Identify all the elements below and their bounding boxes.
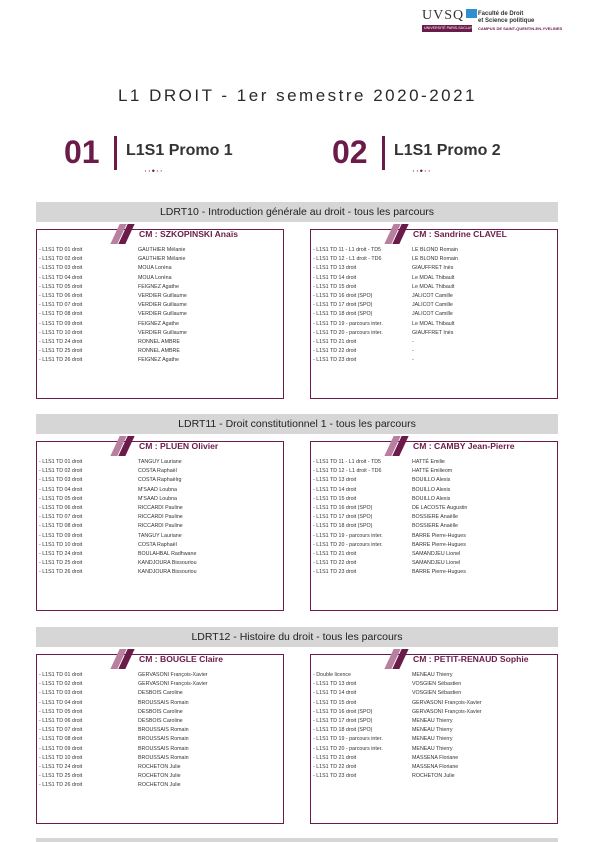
- cm-lecturer: CM : SZKOPINSKI Anaïs: [139, 229, 238, 239]
- td-group: - L1S1 TD 02 droit: [39, 256, 83, 263]
- td-group: - L1S1 TD 11 - L1 droit - TD5: [313, 247, 382, 253]
- course-panel-left: [36, 229, 284, 399]
- td-instructor: VERDIER Guillaume: [138, 302, 187, 309]
- cm-lecturer: CM : Sandrine CLAVEL: [413, 229, 507, 239]
- td-group: - L1S1 TD 05 droit: [39, 283, 83, 290]
- td-group: - L1S1 TD 12 - L1 droit - TD6: [313, 256, 382, 263]
- td-group: - L1S1 TD 24 droit: [39, 550, 83, 557]
- td-group: - L1S1 TD 14 droit: [313, 690, 357, 697]
- td-instructor: BROUSSAIS Romain: [138, 736, 189, 743]
- td-group: - L1S1 TD 03 droit: [39, 477, 83, 484]
- td-group: - L1S1 TD 21 droit: [313, 550, 357, 557]
- logo-campus: CAMPUS DE SAINT-QUENTIN-EN-YVELINES: [478, 26, 563, 31]
- td-group: - L1S1 TD 26 droit: [39, 569, 83, 576]
- td-row: [37, 745, 283, 754]
- td-row: [37, 320, 283, 329]
- td-row: [311, 495, 557, 504]
- td-group: - L1S1 TD 19 - parcours inter.: [313, 320, 383, 327]
- td-row: [37, 301, 283, 310]
- td-group: - L1S1 TD 13 droit: [313, 477, 357, 484]
- td-list: [37, 246, 283, 365]
- td-row: [37, 513, 283, 522]
- td-group: - L1S1 TD 10 droit: [39, 329, 83, 336]
- td-row: [37, 310, 283, 319]
- td-group: - L1S1 TD 02 droit: [39, 681, 83, 688]
- td-group: - L1S1 TD 03 droit: [39, 265, 83, 272]
- td-row: [311, 745, 557, 754]
- cm-lecturer: CM : CAMBY Jean-Pierre: [413, 441, 515, 451]
- td-row: [311, 329, 557, 338]
- td-row: [37, 476, 283, 485]
- td-row: [37, 274, 283, 283]
- td-row: [37, 292, 283, 301]
- td-instructor: ROCHETON Julie: [412, 773, 455, 780]
- section-header: LDRT12 - Histoire du droit - tous les parcours: [36, 627, 558, 647]
- td-group: - L1S1 TD 09 droit: [39, 532, 83, 539]
- td-instructor: MENEAU Thierry: [412, 745, 453, 752]
- td-group: - L1S1 TD 18 droit (SPO): [313, 523, 373, 530]
- td-row: [37, 541, 283, 550]
- td-instructor: BOUILLO Alexis: [412, 486, 451, 493]
- td-group: - L1S1 TD 22 droit: [313, 763, 357, 770]
- td-list: [311, 671, 557, 781]
- td-row: [37, 338, 283, 347]
- td-list: [311, 246, 557, 365]
- td-instructor: JALICOT Camille: [412, 311, 453, 318]
- td-instructor: FEIGNEZ Agathe: [138, 357, 179, 364]
- td-instructor: GERVASONI François-Xavier: [138, 672, 208, 678]
- td-group: - L1S1 TD 01 droit: [39, 459, 83, 465]
- td-instructor: ROCHETON Julie: [138, 773, 181, 780]
- td-group: - L1S1 TD 17 droit (SPO): [313, 717, 373, 724]
- td-row: [37, 347, 283, 356]
- td-instructor: HATTÉ Emilieom: [412, 468, 453, 475]
- td-list: [311, 458, 557, 577]
- td-group: - L1S1 TD 05 droit: [39, 708, 83, 715]
- td-row: [37, 264, 283, 273]
- td-instructor: RONNEL AMBRE: [138, 338, 180, 345]
- uvsq-logo: [422, 8, 587, 38]
- td-instructor: BARRE Pierre-Hugues: [412, 532, 466, 539]
- td-group: - L1S1 TD 07 droit: [39, 727, 83, 734]
- td-row: [311, 680, 557, 689]
- td-instructor: DE LACOSTE Augustin: [412, 504, 468, 511]
- td-group: - L1S1 TD 23 droit: [313, 569, 357, 576]
- td-row: [311, 763, 557, 772]
- bottom-rule: [36, 838, 558, 842]
- td-row: [37, 671, 283, 680]
- td-instructor: COSTA Raphaël: [138, 468, 177, 475]
- td-instructor: COSTA Raphaëlrg: [138, 477, 182, 484]
- td-row: [311, 708, 557, 717]
- td-group: - L1S1 TD 17 droit (SPO): [313, 302, 373, 309]
- td-group: - L1S1 TD 04 droit: [39, 486, 83, 493]
- td-group: - L1S1 TD 20 - parcours inter.: [313, 541, 383, 548]
- td-row: [311, 699, 557, 708]
- td-group: - L1S1 TD 16 droit (SPO): [313, 708, 373, 715]
- td-instructor: LE BLOND Romain: [412, 247, 458, 253]
- td-instructor: BROUSSAIS Romain: [138, 754, 189, 761]
- promo-number: 02: [332, 134, 368, 170]
- td-group: - L1S1 TD 03 droit: [39, 690, 83, 697]
- td-group: - L1S1 TD 13 droit: [313, 265, 357, 272]
- td-group: - L1S1 TD 04 droit: [39, 274, 83, 281]
- logo-band: UNIVERSITÉ PARIS-SACLAY: [424, 26, 472, 30]
- promo-label: L1S1 Promo 2: [394, 142, 501, 159]
- td-row: [311, 532, 557, 541]
- td-group: - L1S1 TD 08 droit: [39, 311, 83, 318]
- td-instructor: DESBOIS Caroline: [138, 708, 183, 715]
- td-instructor: TANGUY Lauriane: [138, 459, 182, 465]
- td-row: [311, 559, 557, 568]
- td-list: [37, 458, 283, 577]
- logo-brand: UVSQ: [422, 8, 477, 24]
- td-row: [311, 476, 557, 485]
- td-instructor: DESBOIS Caroline: [138, 690, 183, 697]
- td-row: [311, 292, 557, 301]
- td-group: - L1S1 TD 08 droit: [39, 736, 83, 743]
- td-row: [37, 283, 283, 292]
- td-instructor: -: [412, 338, 414, 345]
- td-instructor: MENEAU Thierry: [412, 717, 453, 724]
- td-group: - L1S1 TD 09 droit: [39, 320, 83, 327]
- td-group: - L1S1 TD 17 droit (SPO): [313, 514, 373, 521]
- dots-ornament-icon: ⋅⋅•⋅⋅: [144, 166, 164, 176]
- td-group: - L1S1 TD 06 droit: [39, 717, 83, 724]
- document-title: L1 DROIT - 1er semestre 2020-2021: [117, 86, 478, 105]
- td-instructor: MENEAU Thierry: [412, 727, 453, 734]
- td-group: - L1S1 TD 01 droit: [39, 672, 83, 678]
- td-row: [311, 513, 557, 522]
- td-group: - L1S1 TD 25 droit: [39, 560, 83, 567]
- td-row: [37, 495, 283, 504]
- td-instructor: RICCARDI Pauline: [138, 514, 183, 521]
- td-row: [311, 504, 557, 513]
- td-group: - L1S1 TD 13 droit: [313, 681, 357, 688]
- cm-lecturer: CM : PETIT-RENAUD Sophie: [413, 654, 529, 664]
- td-group: - L1S1 TD 18 droit (SPO): [313, 311, 373, 318]
- td-row: [37, 559, 283, 568]
- cm-lecturer: CM : PLUEN Olivier: [139, 441, 219, 451]
- td-group: - L1S1 TD 22 droit: [313, 560, 357, 567]
- td-group: - L1S1 TD 19 - parcours inter.: [313, 736, 383, 743]
- td-group: - L1S1 TD 08 droit: [39, 523, 83, 530]
- td-group: - L1S1 TD 02 droit: [39, 468, 83, 475]
- promo-2-heading: [332, 134, 552, 174]
- course-panel-right: [310, 229, 558, 399]
- td-row: [311, 301, 557, 310]
- course-panel-right: [310, 654, 558, 824]
- td-instructor: RICCARDI Pauline: [138, 523, 183, 530]
- td-row: [37, 735, 283, 744]
- td-instructor: KANDJOURA Bissouriou: [138, 560, 197, 567]
- td-group: - L1S1 TD 14 droit: [313, 486, 357, 493]
- td-instructor: BROUSSAIS Romain: [138, 699, 189, 706]
- td-instructor: GIAUFFRET Inès: [412, 265, 454, 272]
- td-row: [37, 246, 283, 255]
- td-instructor: BARRE Pierre-Hugues: [412, 541, 466, 548]
- td-group: - Double licence: [313, 672, 351, 678]
- td-instructor: GIAUFFRET Inès: [412, 329, 454, 336]
- td-row: [311, 246, 557, 255]
- td-group: - L1S1 TD 25 droit: [39, 773, 83, 780]
- td-row: [37, 754, 283, 763]
- td-group: - L1S1 TD 11 - L1 droit - TD5: [313, 459, 382, 465]
- td-instructor: COSTA Raphaël: [138, 541, 177, 548]
- td-group: - L1S1 TD 22 droit: [313, 348, 357, 355]
- td-instructor: GERVASONI François-Xavier: [138, 681, 208, 688]
- td-row: [311, 541, 557, 550]
- td-instructor: Le MOAL Thibault: [412, 274, 455, 281]
- td-row: [311, 338, 557, 347]
- td-row: [311, 671, 557, 680]
- td-instructor: VOSGIEN Sébastien: [412, 690, 462, 697]
- td-row: [37, 772, 283, 781]
- td-group: - L1S1 TD 12 - L1 droit - TD6: [313, 468, 382, 475]
- td-instructor: M'SAAD Loubna: [138, 495, 177, 502]
- td-row: [37, 356, 283, 365]
- td-row: [311, 264, 557, 273]
- td-group: - L1S1 TD 01 droit: [39, 247, 83, 253]
- td-instructor: GERVASONI François-Xavier: [412, 708, 482, 715]
- td-instructor: MENEAU Thierry: [412, 672, 453, 678]
- td-instructor: BOSSIERE Anaëlle: [412, 523, 458, 530]
- td-row: [311, 689, 557, 698]
- td-row: [37, 486, 283, 495]
- logo-faculty: [478, 11, 534, 25]
- td-instructor: GAUTHIER Mélanie: [138, 256, 186, 263]
- td-group: - L1S1 TD 14 droit: [313, 274, 357, 281]
- promo-divider: [382, 136, 385, 170]
- td-instructor: MOUA Loréna: [138, 274, 172, 281]
- td-row: [311, 274, 557, 283]
- td-row: [37, 532, 283, 541]
- td-row: [37, 680, 283, 689]
- td-instructor: BOUILLO Alexis: [412, 477, 451, 484]
- td-instructor: ROCHETON Julie: [138, 782, 181, 789]
- td-instructor: KANDJOURA Bissouriou: [138, 569, 197, 576]
- cm-lecturer: CM : BOUGLE Claire: [139, 654, 224, 664]
- td-row: [311, 356, 557, 365]
- td-instructor: FEIGNEZ Agathe: [138, 283, 179, 290]
- td-group: - L1S1 TD 06 droit: [39, 504, 83, 511]
- td-row: [311, 550, 557, 559]
- td-instructor: ROCHETON Julie: [138, 763, 181, 770]
- td-row: [311, 283, 557, 292]
- td-instructor: -: [412, 348, 414, 355]
- td-row: [311, 486, 557, 495]
- td-instructor: BROUSSAIS Romain: [138, 745, 189, 752]
- td-instructor: Le MOAL Thibault: [412, 320, 455, 327]
- td-group: - L1S1 TD 06 droit: [39, 292, 83, 299]
- td-row: [37, 717, 283, 726]
- td-row: [37, 689, 283, 698]
- td-group: - L1S1 TD 26 droit: [39, 782, 83, 789]
- td-instructor: BROUSSAIS Romain: [138, 727, 189, 734]
- td-instructor: JALICOT Camille: [412, 302, 453, 309]
- dots-ornament-icon: ⋅⋅•⋅⋅: [412, 166, 432, 176]
- td-group: - L1S1 TD 20 - parcours inter.: [313, 745, 383, 752]
- td-group: - L1S1 TD 20 - parcours inter.: [313, 329, 383, 336]
- course-panel-left: [36, 441, 284, 611]
- td-instructor: GERVASONI François-Xavier: [412, 699, 482, 706]
- td-group: - L1S1 TD 16 droit (SPO): [313, 504, 373, 511]
- td-row: [311, 522, 557, 531]
- td-instructor: SAMANDJEU Lionel: [412, 550, 461, 557]
- td-instructor: GAUTHIER Mélanie: [138, 247, 186, 253]
- promo-1-heading: [64, 134, 284, 174]
- td-row: [311, 717, 557, 726]
- td-group: - L1S1 TD 07 droit: [39, 514, 83, 521]
- td-group: - L1S1 TD 04 droit: [39, 699, 83, 706]
- td-row: [37, 763, 283, 772]
- td-group: - L1S1 TD 23 droit: [313, 357, 357, 364]
- logo-faculty-line1: Faculté de Droit: [478, 11, 524, 17]
- td-instructor: -: [412, 357, 414, 364]
- td-instructor: TANGUY Lauriane: [138, 532, 182, 539]
- td-row: [37, 467, 283, 476]
- td-row: [311, 754, 557, 763]
- td-row: [37, 708, 283, 717]
- td-instructor: SAMANDJEU Lionel: [412, 560, 461, 567]
- td-group: - L1S1 TD 25 droit: [39, 348, 83, 355]
- td-group: - L1S1 TD 24 droit: [39, 338, 83, 345]
- td-row: [37, 550, 283, 559]
- td-row: [311, 726, 557, 735]
- td-row: [311, 347, 557, 356]
- td-row: [311, 310, 557, 319]
- td-instructor: RONNEL AMBRE: [138, 348, 180, 355]
- td-group: - L1S1 TD 10 droit: [39, 754, 83, 761]
- td-instructor: MOUA Loréna: [138, 265, 172, 272]
- td-instructor: MASSENA Floriane: [412, 754, 459, 761]
- course-panel-left: [36, 654, 284, 824]
- td-list: [37, 671, 283, 790]
- td-row: [37, 522, 283, 531]
- td-row: [37, 504, 283, 513]
- td-group: - L1S1 TD 21 droit: [313, 338, 357, 345]
- td-row: [37, 458, 283, 467]
- promo-number: 01: [64, 134, 100, 170]
- td-row: [37, 255, 283, 264]
- td-instructor: BOSSIERE Anaëlle: [412, 514, 458, 521]
- td-instructor: MENEAU Thierry: [412, 736, 453, 743]
- td-instructor: BOULAHBAL Radhwane: [138, 550, 197, 557]
- td-instructor: JALICOT Camille: [412, 292, 453, 299]
- td-row: [311, 458, 557, 467]
- td-instructor: Le MOAL Thibault: [412, 283, 455, 290]
- td-row: [311, 735, 557, 744]
- section-header: LDRT10 - Introduction générale au droit - tous les parcours: [36, 202, 558, 222]
- td-group: - L1S1 TD 05 droit: [39, 495, 83, 502]
- td-group: - L1S1 TD 21 droit: [313, 754, 357, 761]
- td-row: [311, 320, 557, 329]
- td-instructor: HATTÉ Emilie: [412, 459, 445, 465]
- td-group: - L1S1 TD 15 droit: [313, 283, 357, 290]
- section-header: LDRT11 - Droit constitutionnel 1 - tous les parcours: [36, 414, 558, 434]
- td-group: - L1S1 TD 26 droit: [39, 357, 83, 364]
- td-row: [311, 568, 557, 577]
- td-group: - L1S1 TD 18 droit (SPO): [313, 727, 373, 734]
- td-row: [37, 329, 283, 338]
- td-instructor: DESBOIS Caroline: [138, 717, 183, 724]
- td-instructor: RICCARDI Pauline: [138, 504, 183, 511]
- td-group: - L1S1 TD 07 droit: [39, 302, 83, 309]
- td-row: [311, 255, 557, 264]
- td-group: - L1S1 TD 15 droit: [313, 699, 357, 706]
- td-row: [311, 467, 557, 476]
- td-group: - L1S1 TD 19 - parcours inter.: [313, 532, 383, 539]
- td-row: [37, 568, 283, 577]
- logo-square-icon: [466, 9, 477, 18]
- td-row: [311, 772, 557, 781]
- td-instructor: BOUILLO Alexis: [412, 495, 451, 502]
- td-row: [37, 781, 283, 790]
- td-group: - L1S1 TD 16 droit (SPO): [313, 292, 373, 299]
- td-instructor: FEIGNEZ Agathe: [138, 320, 179, 327]
- td-group: - L1S1 TD 15 droit: [313, 495, 357, 502]
- promo-divider: [114, 136, 117, 170]
- td-instructor: VERDIER Guillaume: [138, 329, 187, 336]
- promo-label: L1S1 Promo 1: [126, 142, 233, 159]
- td-instructor: VERDIER Guillaume: [138, 311, 187, 318]
- td-group: - L1S1 TD 23 droit: [313, 773, 357, 780]
- td-group: - L1S1 TD 10 droit: [39, 541, 83, 548]
- logo-faculty-line2: et Science politique: [478, 18, 535, 24]
- td-group: - L1S1 TD 24 droit: [39, 763, 83, 770]
- td-row: [37, 699, 283, 708]
- td-instructor: VOSGIEN Sébastien: [412, 681, 462, 688]
- td-instructor: BARRE Pierre-Hugues: [412, 569, 466, 576]
- td-instructor: MASSENA Floriane: [412, 763, 459, 770]
- td-group: - L1S1 TD 09 droit: [39, 745, 83, 752]
- td-instructor: LE BLOND Romain: [412, 256, 458, 263]
- td-instructor: M'SAAD Loubna: [138, 486, 177, 493]
- td-row: [37, 726, 283, 735]
- td-instructor: VERDIER Guillaume: [138, 292, 187, 299]
- course-panel-right: [310, 441, 558, 611]
